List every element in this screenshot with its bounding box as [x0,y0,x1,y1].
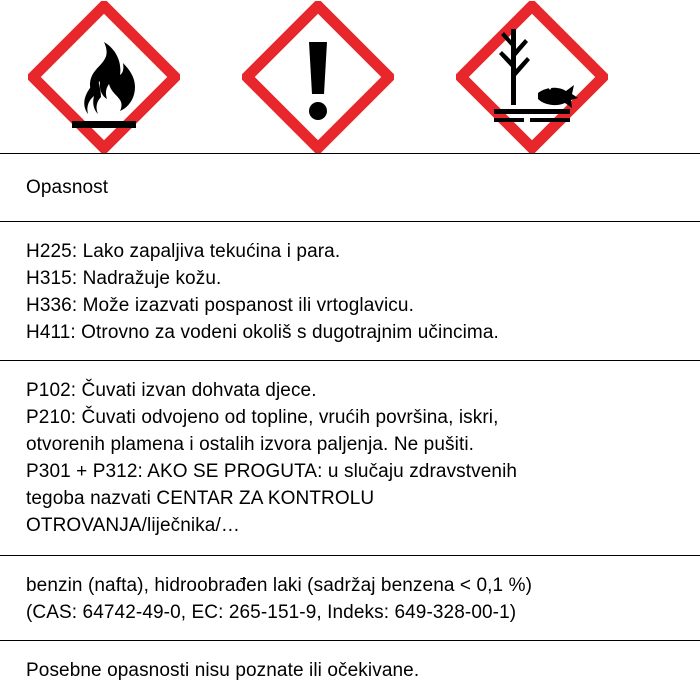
precautionary-statement: P301 + P312: AKO SE PROGUTA: u slučaju zdravstvenih [26,461,518,482]
hazard-statement: H336: Može izazvati pospanost ili vrtoglavicu. [26,295,414,316]
signal-word: Opasnost [26,177,109,198]
precautionary-statement-cont: OTROVANJA/liječnika/… [26,515,240,536]
hazard-statement: H225: Lako zapaljiva tekućina i para. [26,241,341,262]
notes-block [0,641,700,700]
environment-pictogram [456,1,608,153]
flame-pictogram [28,1,180,153]
precautionary-statement: P102: Čuvati izvan dohvata djece. [26,380,317,401]
composition-block [0,556,700,640]
exclamation-mark-pictogram [242,1,394,153]
precautionary-statements-block [0,361,700,555]
hazard-statements-block [0,222,700,360]
composition-substance: benzin (nafta), hidroobrađen laki (sadržaj benzena < 0,1 %) [26,575,533,596]
precautionary-statement-cont: otvorenih plamena i ostalih izvora paljenja. Ne pušiti. [26,434,475,455]
pictogram-row [0,0,700,153]
precautionary-statement: P210: Čuvati odvojeno od topline, vrućih površina, iskri, [26,407,499,428]
hazard-statement: H315: Nadražuje kožu. [26,268,222,289]
precautionary-statement-cont: tegoba nazvati CENTAR ZA KONTROLU [26,488,375,509]
notes-text: Posebne opasnosti nisu poznate ili očekivane. [26,660,420,681]
composition-identifiers: (CAS: 64742-49-0, EC: 265-151-9, Indeks: 649-328-00-1) [26,602,517,623]
hazard-statement: H411: Otrovno za vodeni okoliš s dugotrajnim učincima. [26,322,499,343]
signal-word-block [0,154,700,221]
